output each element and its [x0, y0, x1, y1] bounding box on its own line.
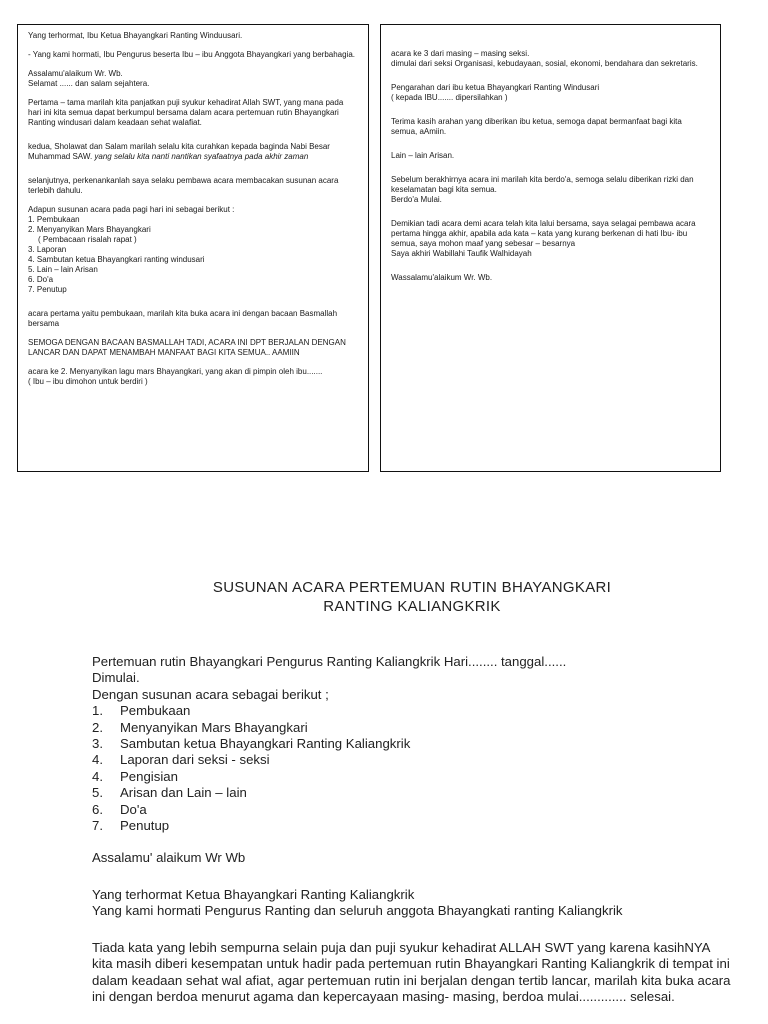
list-item: 6. Do'a [92, 801, 147, 817]
kedua-italic: yang selalu kita nanti nantikan syafaatnya pada akhir zaman [94, 152, 309, 161]
agenda-intro: Adapun susunan acara pada pagi hari ini sebagai berikut : [28, 205, 235, 214]
list-item: 5. Lain – lain Arisan [28, 265, 98, 274]
list-item: 1. Pembukaan [28, 215, 80, 224]
intro-line: Dimulai. [92, 670, 140, 686]
paragraph-kedua [28, 142, 358, 162]
list-item: ( Pembacaan risalah rapat ) [38, 235, 137, 244]
list-item: 7. Penutup [92, 818, 170, 834]
list-item: 4. Laporan dari seksi - seksi [92, 752, 270, 768]
document-title [92, 578, 732, 616]
paragraph-demikian: Demikian tadi acara demi acara telah kita lalui bersama, saya selagai pembawa acara pertama hingga akhir, apabila ada kata – kata yang kurang berkenan di hati Ibu- ibu semua, saya mohon maaf yang sebesar – besarnya [391, 219, 696, 248]
greeting-line: - Yang kami hormati, Ibu Pengurus beserta Ibu – ibu Anggota Bhayangkari yang berbahagia. [28, 50, 356, 59]
hormat-line: Yang terhormat Ketua Bhayangkari Ranting Kaliangkrik [92, 886, 415, 902]
greeting-line: Yang terhormat, Ibu Ketua Bhayangkari Ranting Winduusari. [28, 31, 243, 40]
title-line: SUSUNAN ACARA PERTEMUAN RUTIN BHAYANGKARI [212, 579, 612, 596]
agenda-list [92, 703, 732, 834]
left-page-box [17, 24, 369, 472]
paragraph-dimulai: dimulai dari seksi Organisasi, kebudayaan, sosial, ekonomi, bendahara dan sekretaris. [391, 59, 698, 68]
paragraph-terima-kasih: Terima kasih arahan yang diberikan ibu ketua, semoga dapat bermanfaat bagi kita semua, aAmiin. [391, 117, 682, 136]
salam-line: Assalamu'alaikum Wr. Wb. [28, 69, 123, 78]
list-item: 4. Sambutan ketua Bhayangkari ranting windusari [28, 255, 205, 264]
list-item: 2. Menyanyikan Mars Bhayangkari [92, 719, 308, 735]
paragraph-acara-kedua-note: ( Ibu – ibu dimohon untuk berdiri ) [28, 377, 148, 386]
salam-line: Assalamu' alaikum Wr Wb [92, 850, 246, 866]
paragraph-pertama: Pertama – tama marilah kita panjatkan puji syukur kehadirat Allah SWT, yang mana pada hari ini kita semua dapat berkumpul bersama dalam acara pertemuan rutin Bhayangkari Ranting windusari dalam keadaan sehat walafiat. [28, 98, 344, 127]
list-item: 3. Laporan [28, 245, 67, 254]
paragraph-wassalam: Wassalamu'alaikum Wr. Wb. [391, 273, 493, 282]
paragraph-sebelum: Sebelum berakhirnya acara ini marilah kita berdo'a, semoga selalu diberikan rizki dan keselamatan bagi kita semua. [391, 175, 694, 194]
paragraph-acara-ketiga: acara ke 3 dari masing – masing seksi. [391, 49, 530, 58]
list-item: 2. Menyanyikan Mars Bhayangkari [28, 225, 151, 234]
list-item: 4. Pengisian [92, 768, 178, 784]
title-line: RANTING KALIANGKRIK [323, 598, 501, 615]
paragraph-semoga: SEMOGA DENGAN BACAAN BASMALLAH TADI, ACARA INI DPT BERJALAN DENGAN LANCAR DAN DAPAT MENAMBAH MANFAAT BAGI KITA SEMUA.. AAMIIN [28, 338, 346, 357]
paragraph-kepada: ( kepada IBU....... dipersilahkan ) [391, 93, 508, 102]
paragraph-acara-kedua: acara ke 2. Menyanyikan lagu mars Bhayangkari, yang akan di pimpin oleh ibu....... [28, 367, 323, 376]
paragraph-berdoa: Berdo'a Mulai. [391, 195, 442, 204]
intro-line: Pertemuan rutin Bhayangkari Pengurus Ranting Kaliangkrik Hari........ tanggal...... [92, 654, 567, 669]
paragraph-pengarahan: Pengarahan dari ibu ketua Bhayangkari Ranting Windusari [391, 83, 600, 92]
paragraph-selanjutnya: selanjutnya, perkenankanlah saya selaku pembawa acara membacakan susunan acara terlebih dahulu. [28, 176, 339, 195]
agenda-list [28, 205, 358, 295]
opening-paragraph: Tiada kata yang lebih sempurna selain puja dan puji syukur kehadirat ALLAH SWT yang karena kasihNYA kita masih diberi kesempatan untuk hadir pada pertemuan rutin Bhayangkari Ranting Kaliangkrik di tempat ini dalam keadaan sehat wal afiat, agar pertemuan rutin ini berjalan dengan tertib lancar, marilah kita buka acara ini dengan berdoa menurut agama dan kepercayaan masing- masing, berdoa mulai............. selesai. [92, 939, 731, 1004]
list-item: 7. Penutup [28, 285, 67, 294]
list-item: 1. Pembukaan [92, 703, 191, 719]
right-page-box [380, 24, 721, 472]
paragraph-lain-lain: Lain – lain Arisan. [391, 151, 455, 160]
intro-line: Dengan susunan acara sebagai berikut ; [92, 686, 329, 702]
kedua-text: kedua, Sholawat dan Salam marilah selalu kita curahkan kepada baginda Nabi Besar Muhammad SAW. [28, 142, 330, 161]
hormat-line: Yang kami hormati Pengurus Ranting dan seluruh anggota Bhayangkati ranting Kaliangkrik [92, 903, 623, 919]
list-item: 3. Sambutan ketua Bhayangkari Ranting Kaliangkrik [92, 736, 411, 752]
main-document [92, 578, 732, 1005]
list-item: 6. Do'a [28, 275, 54, 284]
paragraph-akhiri: Saya akhiri Wabillahi Taufik Walhidayah [391, 249, 532, 258]
salam-line: Selamat ...... dan salam sejahtera. [28, 79, 150, 88]
list-item: 5. Arisan dan Lain – lain [92, 785, 247, 801]
paragraph-acara-pertama: acara pertama yaitu pembukaan, marilah kita buka acara ini dengan bacaan Basmallah bersama [28, 309, 338, 328]
